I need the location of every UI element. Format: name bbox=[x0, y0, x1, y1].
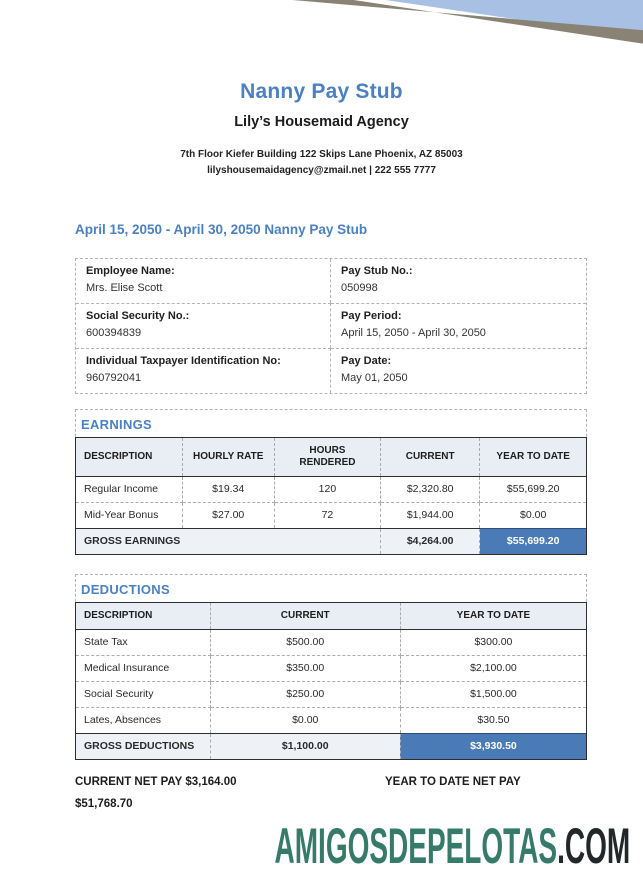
row-value: $1,944.00 bbox=[380, 503, 479, 529]
field-value: 600394839 bbox=[86, 327, 142, 339]
row-value: $55,699.20 bbox=[480, 477, 586, 503]
field-label: Individual Taxpayer Identification No: bbox=[86, 355, 281, 367]
watermark-tld: .COM bbox=[556, 818, 630, 874]
document-title: Nanny Pay Stub bbox=[240, 80, 403, 103]
current-net-pay bbox=[75, 774, 385, 790]
row-value: 120 bbox=[274, 477, 380, 503]
row-value: $350.00 bbox=[210, 656, 400, 682]
column-header: HOURS RENDERED bbox=[274, 438, 380, 477]
gross-row bbox=[76, 734, 586, 760]
deductions-table-frame bbox=[75, 602, 587, 760]
field-value: May 01, 2050 bbox=[341, 372, 408, 384]
company-contact: lilyshousemaidagency@zmail.net | 222 555 7777 bbox=[207, 165, 436, 176]
gross-current: $1,100.00 bbox=[210, 734, 400, 760]
row-value: $30.50 bbox=[400, 708, 586, 734]
watermark bbox=[274, 818, 630, 874]
pay-period-heading: April 15, 2050 - April 30, 2050 Nanny Pay Stub bbox=[75, 222, 368, 237]
row-description: Social Security bbox=[76, 682, 210, 708]
field-label: Pay Stub No.: bbox=[341, 265, 413, 277]
row-value: $2,100.00 bbox=[400, 656, 586, 682]
gross-row bbox=[76, 529, 586, 555]
table-row bbox=[76, 682, 586, 708]
row-value: 72 bbox=[274, 503, 380, 529]
employee-info-cell bbox=[331, 259, 586, 303]
net-pay-summary bbox=[75, 774, 587, 812]
column-header: CURRENT bbox=[210, 603, 400, 630]
watermark-site-name: AMIGOSDEPELOTAS bbox=[274, 818, 557, 874]
row-value: $0.00 bbox=[480, 503, 586, 529]
row-description: Mid-Year Bonus bbox=[76, 503, 182, 529]
row-value: $300.00 bbox=[400, 630, 586, 656]
gross-current: $4,264.00 bbox=[380, 529, 479, 555]
row-value: $2,320.80 bbox=[380, 477, 479, 503]
field-value: Mrs. Elise Scott bbox=[86, 282, 163, 294]
earnings-table-frame bbox=[75, 437, 587, 555]
company-contact-block bbox=[0, 147, 643, 179]
content bbox=[75, 222, 587, 812]
table-row bbox=[76, 708, 586, 734]
deductions-heading: DEDUCTIONS bbox=[81, 582, 170, 597]
employee-info-cell bbox=[76, 259, 331, 303]
earnings-heading: EARNINGS bbox=[81, 417, 153, 432]
field-label: Employee Name: bbox=[86, 265, 175, 277]
table-row bbox=[76, 656, 586, 682]
column-header: YEAR TO DATE bbox=[480, 438, 586, 477]
field-value: 960792041 bbox=[86, 372, 142, 384]
field-value: April 15, 2050 - April 30, 2050 bbox=[341, 327, 486, 339]
gross-ytd: $3,930.50 bbox=[400, 734, 586, 760]
row-value: $500.00 bbox=[210, 630, 400, 656]
earnings-section bbox=[75, 409, 587, 555]
field-value: 050998 bbox=[341, 282, 378, 294]
gross-label: GROSS DEDUCTIONS bbox=[76, 734, 210, 760]
field-label: Pay Date: bbox=[341, 355, 392, 367]
row-description: Medical Insurance bbox=[76, 656, 210, 682]
row-description: Regular Income bbox=[76, 477, 182, 503]
row-description: State Tax bbox=[76, 630, 210, 656]
column-header: DESCRIPTION bbox=[76, 438, 182, 477]
current-net-pay-value: $3,164.00 bbox=[185, 776, 237, 788]
field-label: Social Security No.: bbox=[86, 310, 190, 322]
deductions-table bbox=[76, 603, 586, 759]
table-row bbox=[76, 477, 586, 503]
employee-info-cell bbox=[331, 303, 586, 348]
table-row bbox=[76, 503, 586, 529]
company-address: 7th Floor Kiefer Building 122 Skips Lane Phoenix, AZ 85003 bbox=[180, 149, 463, 160]
table-row bbox=[76, 630, 586, 656]
ytd-net-pay-value: $51,768.70 bbox=[75, 798, 133, 810]
column-header: HOURLY RATE bbox=[182, 438, 274, 477]
column-header: CURRENT bbox=[380, 438, 479, 477]
ytd-net-pay-label: YEAR TO DATE NET PAY bbox=[385, 776, 521, 788]
employee-info-cell bbox=[331, 348, 586, 393]
employee-info-table bbox=[75, 258, 587, 394]
gross-ytd: $55,699.20 bbox=[480, 529, 586, 555]
company-name: Lily’s Housemaid Agency bbox=[234, 114, 409, 130]
current-net-pay-label: CURRENT NET PAY bbox=[75, 776, 183, 788]
gross-label: GROSS EARNINGS bbox=[76, 529, 380, 555]
row-value: $1,500.00 bbox=[400, 682, 586, 708]
deductions-section bbox=[75, 574, 587, 760]
row-value: $19.34 bbox=[182, 477, 274, 503]
employee-info-cell bbox=[76, 303, 331, 348]
row-value: $0.00 bbox=[210, 708, 400, 734]
header-row bbox=[76, 603, 586, 630]
column-header: YEAR TO DATE bbox=[400, 603, 586, 630]
net-pay-line bbox=[75, 774, 587, 790]
row-description: Lates, Absences bbox=[76, 708, 210, 734]
column-header: DESCRIPTION bbox=[76, 603, 210, 630]
header-row bbox=[76, 438, 586, 477]
employee-info-cell bbox=[76, 348, 331, 393]
field-label: Pay Period: bbox=[341, 310, 402, 322]
row-value: $27.00 bbox=[182, 503, 274, 529]
row-value: $250.00 bbox=[210, 682, 400, 708]
earnings-table bbox=[76, 438, 586, 554]
